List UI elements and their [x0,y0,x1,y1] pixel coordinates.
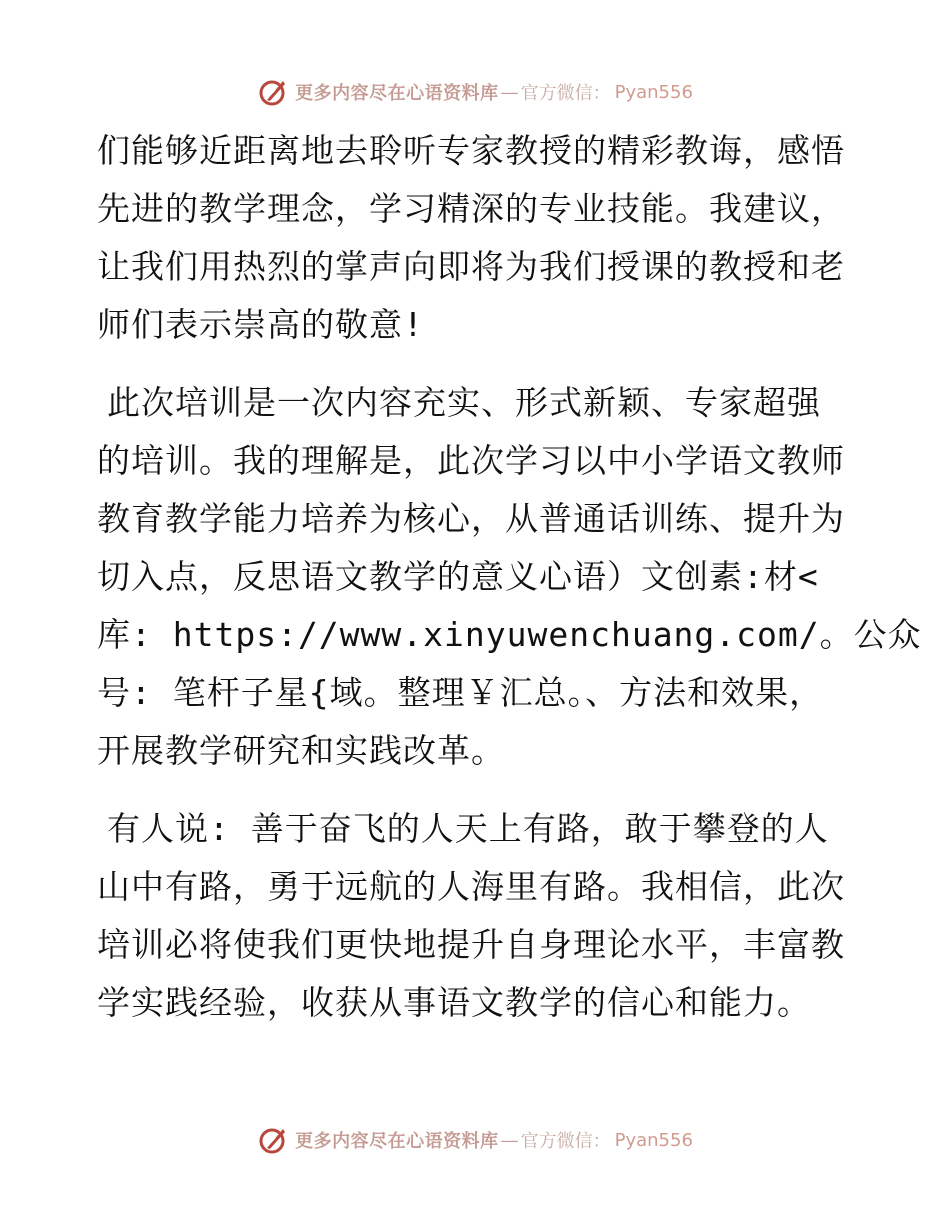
text-line: 让我们用热烈的掌声向即将为我们授课的教授和老 [97,247,845,286]
watermark-brand: 更多内容尽在心语资料库 [295,1131,499,1152]
feather-pen-logo-icon [257,1124,289,1156]
watermark-label: 官方微信： [520,83,611,104]
paragraph-3 [97,800,857,1032]
watermark-brand: 更多内容尽在心语资料库 [295,83,499,104]
text-line: 的培训。我的理解是，此次学习以中小学语文教师 [97,441,845,480]
text-line: 此次培训是一次内容充实、形式新颖、专家超强 [107,383,821,422]
text-line: 学实践经验，收获从事语文教学的信心和能力。 [97,983,811,1022]
text-line: 培训必将使我们更快地提升自身理论水平，丰富教 [97,925,845,964]
text-line: 号: 笔杆子星{域。整理￥汇总。、方法和效果， [97,673,824,712]
feather-pen-logo-icon [257,76,289,108]
text-line: 教育教学能力培养为核心，从普通话训练、提升为 [97,499,845,538]
text-line: 们能够近距离地去聆听专家教授的精彩教诲，感悟 [97,131,845,170]
watermark-id: Pyan556 [614,81,693,103]
paragraph-1 [97,122,857,354]
header-watermark [0,72,950,112]
paragraph-2 [97,374,922,780]
text-line: 先进的教学理念，学习精深的专业技能。我建议， [97,189,845,228]
watermark-dash: — [500,81,519,103]
text-line: 有人说: 善于奋飞的人天上有路，敢于攀登的人 [107,809,829,848]
document-body [97,122,922,1032]
text-line: 库: https://www.xinyuwenchuang.com/。公众 [97,615,922,654]
text-line: 切入点，反思语文教学的意义心语）文创素:材< [97,557,819,596]
text-line: 开展教学研究和实践改革。 [97,731,505,770]
text-line: 师们表示崇高的敬意! [97,305,424,344]
footer-watermark [0,1120,950,1160]
text-line: 山中有路，勇于远航的人海里有路。我相信，此次 [97,867,845,906]
watermark-id: Pyan556 [614,1129,693,1151]
watermark-label: 官方微信： [520,1131,611,1152]
watermark-dash: — [500,1129,519,1151]
